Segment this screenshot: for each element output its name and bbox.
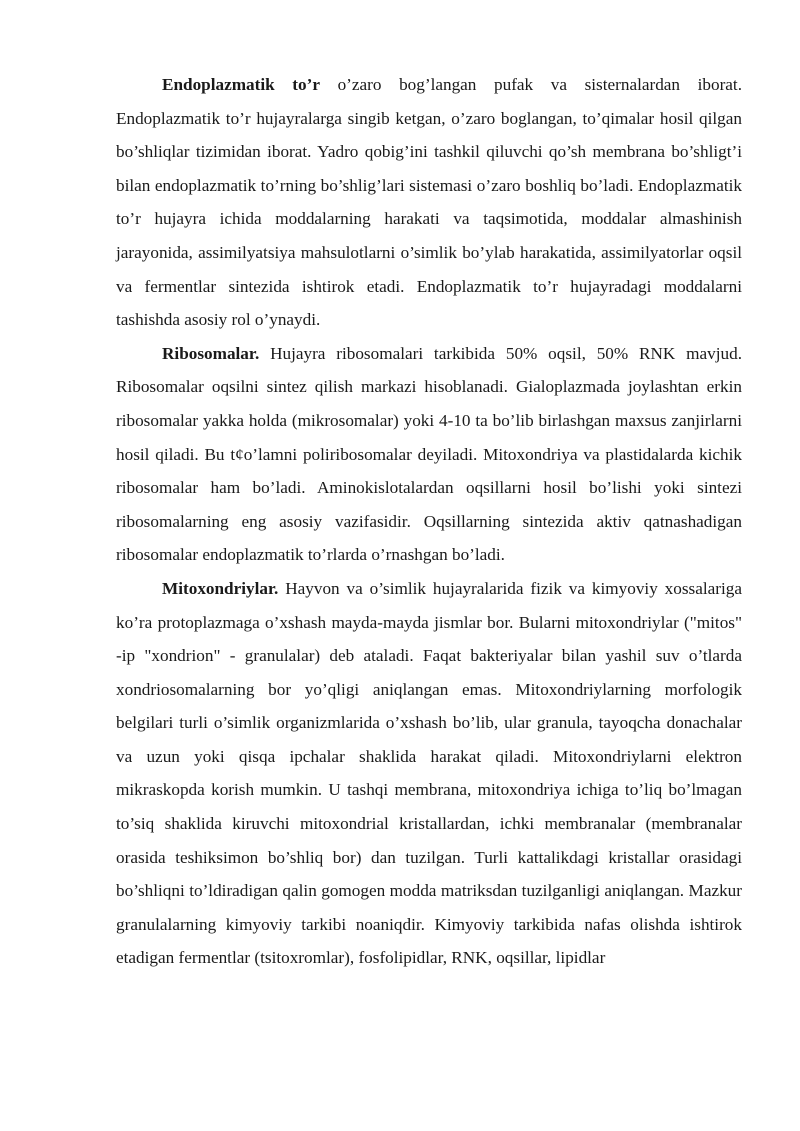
paragraph-mitochondria <box>116 572 742 975</box>
paragraph-body: Hujayra ribosomalari tarkibida 50% oqsil, 50% RNK mavjud. Ribosomalar oqsilni sintez qilish markazi hisoblanadi. Gialoplazmada joylashtan erkin ribosomalar yakka holda (mikrosomalar) yoki 4-10 ta bo’lib birlashgan maxsus zanjirlarni hosil qiladi. Bu t¢o’lamni poliribosomalar deyiladi. Mitoxondriya va plastidalarda kichik ribosomalar ham bo’ladi. Aminokislotalardan oqsillarni hosil bo’lishi yoki sintezi ribosomalarning eng asosiy vazifasidir. Oqsillarning sintezida aktiv qatnashadigan ribosomalar endoplazmatik to’rlarda o’rnashgan bo’ladi. <box>116 343 742 565</box>
document-page <box>116 68 742 975</box>
paragraph-endoplasmic-reticulum <box>116 68 742 337</box>
paragraph-heading: Mitoxondriylar. <box>162 578 279 598</box>
paragraph-body: Hayvon va o’simlik hujayralarida fizik va kimyoviy xossalariga ko’ra protoplazmaga o’xshash mayda-mayda jismlar bor. Bularni mitoxondriylar ("mitos" -ip "xondrion" - granulalar) deb ataladi. Faqat bakteriyalar bilan yashil suv o’tlarda xondriosomalarning bor yo’qligi aniqlangan emas. Mitoxondriylarning morfologik belgilari turli o’simlik organizmlarida o’xshash bo’lib, ular granula, tayoqcha donachalar va uzun yoki qisqa ipchalar shaklida harakat qiladi. Mitoxondriylarni elektron mikraskopda korish mumkin. U tashqi membrana, mitoxondriya ichiga to’liq bo’lmagan to’siq shaklida kiruvchi mitoxondrial kristallardan, ichki membranalar (membranalar orasida teshiksimon bo’shliq bor) dan tuzilgan. Turli kattalikdagi kristallar orasidagi bo’shliqni to’ldiradigan qalin gomogen modda matriksdan tuzilganligi aniqlangan. Mazkur granulalarning kimyoviy tarkibi noaniqdir. Kimyoviy tarkibida nafas olishda ishtirok etadigan fermentlar (tsitoxromlar), fosfolipidlar, RNK, oqsillar, lipidlar <box>116 578 742 968</box>
paragraph-body: o’zaro bog’langan pufak va sisternalardan iborat. Endoplazmatik to’r hujayralarga singib ketgan, o’zaro boglangan, to’qimalar hosil qilgan bo’shliqlar tizimidan iborat. Yadro qobig’ini tashkil qiluvchi qo’sh membrana bo’shligt’i bilan endoplazmatik to’rning bo’shlig’lari sistemasi o’zaro boshliq bo’ladi. Endoplazmatik to’r hujayra ichida moddalarning harakati va taqsimotida, moddalar almashinish jarayonida, assimilyatsiya mahsulotlarni o’simlik bo’ylab harakatida, assimilyatorlar oqsil va fermentlar sintezida ishtirok etadi. Endoplazmatik to’r hujayradagi moddalarni tashishda asosiy rol o’ynaydi. <box>116 75 742 330</box>
paragraph-ribosomes <box>116 337 742 572</box>
paragraph-heading: Endoplazmatik to’r <box>162 75 320 94</box>
paragraph-heading: Ribosomalar. <box>162 343 260 363</box>
